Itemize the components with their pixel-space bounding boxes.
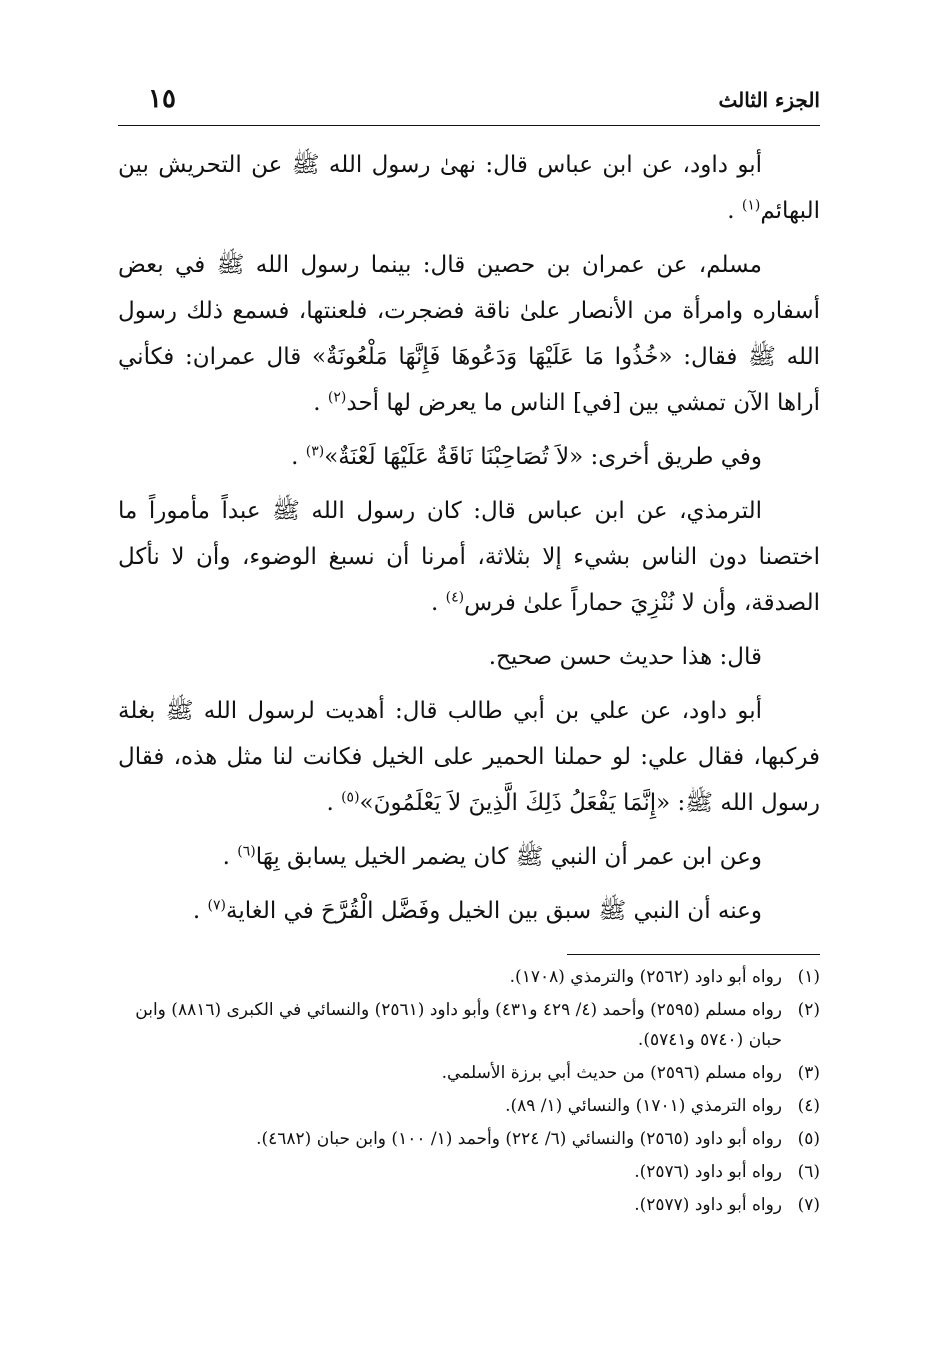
paragraph-text: قال: هذا حديث حسن صحيح. (488, 644, 762, 670)
paragraph-end: . (326, 790, 334, 816)
main-text (118, 142, 820, 934)
footnote (110, 1124, 820, 1154)
paragraph-text: أبو داود، عن علي بن أبي طالب قال: أهديت لرسول الله ﷺ بغلة فركبها، فقال علي: لو حملنا الحمير على الخيل فكانت لنا مثل هذه، فقال رسول الله ﷺ: «إِنَّمَا يَفْعَلُ ذَلِكَ الَّذِينَ لاَ يَعْلَمُونَ» (118, 698, 820, 816)
footnote (110, 1190, 820, 1220)
paragraph (118, 634, 820, 680)
page-number: ١٥ (148, 84, 176, 114)
paragraph (118, 888, 820, 934)
footnote-number: (٧) (797, 1195, 820, 1215)
footnote-text: رواه أبو داود (٢٥٧٦). (634, 1162, 782, 1182)
footnote (110, 962, 820, 992)
footnote-text: رواه أبو داود (٢٥٧٧). (634, 1195, 782, 1215)
paragraph-end: . (192, 898, 201, 924)
footnote-number: (٣) (797, 1063, 820, 1083)
footnote-reference: (٦) (237, 843, 256, 860)
footnote-text: رواه الترمذي (١٧٠١) والنسائي (١/ ٨٩). (505, 1096, 782, 1116)
paragraph (118, 242, 820, 426)
footnote-reference: (٢) (327, 389, 347, 406)
footnote-reference: (٤) (445, 589, 465, 606)
footnote (110, 1157, 820, 1187)
paragraph-end: . (727, 198, 735, 224)
footnote-number: (١) (797, 967, 820, 987)
paragraph-end: . (291, 444, 299, 470)
paragraph-text: مسلم، عن عمران بن حصين قال: بينما رسول الله ﷺ في بعض أسفاره وامرأة من الأنصار علىٰ ناقة فضجرت، فلعنتها، فسمع ذلك رسول الله ﷺ فقال: «خُذُوا مَا عَلَيْهَا وَدَعُوهَا فَإِنَّهَا مَلْعُونَةٌ» قال عمران: فكأني أراها الآن تمشي بين [في] الناس ما يعرض لها أحد (118, 252, 820, 416)
footnotes (110, 962, 820, 1223)
paragraph (118, 434, 820, 480)
footnote-reference: (٣) (305, 443, 325, 460)
paragraph (118, 488, 820, 626)
paragraph-text: وعنه أن النبي ﷺ سبق بين الخيل وفَضَّل الْقُرَّحَ في الغاية (225, 898, 762, 924)
paragraph-end: . (431, 590, 439, 616)
footnote-text: رواه مسلم (٢٥٩٥) وأحمد (٤/ ٤٢٩ و٤٣١) وأبو داود (٢٥٦١) والنسائي في الكبرى (٨٨١٦) وابن حبان (٥٧٤٠ و٥٧٤١). (135, 1000, 782, 1050)
paragraph-text: وعن ابن عمر أن النبي ﷺ كان يضمر الخيل يسابق بِهَا (255, 844, 762, 870)
paragraph-text: أبو داود، عن ابن عباس قال: نهىٰ رسول الله ﷺ عن التحريش بين البهائم (118, 152, 820, 224)
paragraph-text: وفي طريق أخرى: «لاَ تُصَاحِبْنَا نَاقَةٌ عَلَيْهَا لَعْنَةٌ» (324, 444, 762, 470)
footnote (110, 1091, 820, 1121)
paragraph-text: الترمذي، عن ابن عباس قال: كان رسول الله ﷺ عبداً مأموراً ما اختصنا دون الناس بشيء إلا بثلاثة، أمرنا أن نسبغ الوضوء، وأن لا نأكل الصدقة، وأن لا نُنْزِيَ حماراً علىٰ فرس (118, 498, 820, 616)
paragraph (118, 688, 820, 826)
paragraph (118, 834, 820, 880)
footnote-text: رواه أبو داود (٢٥٦٥) والنسائي (٦/ ٢٢٤) وأحمد (١/ ١٠٠) وابن حبان (٤٦٨٢). (256, 1129, 782, 1149)
footnote-reference: (١) (741, 197, 761, 214)
footnote-reference: (٧) (207, 897, 226, 914)
paragraph-end: . (313, 390, 321, 416)
footnote-reference: (٥) (341, 789, 360, 806)
footnote-text: رواه أبو داود (٢٥٦٢) والترمذي (١٧٠٨). (509, 967, 782, 987)
footnote-separator (567, 954, 820, 955)
page-header (118, 80, 820, 124)
footnote (110, 995, 820, 1055)
footnote-number: (٥) (797, 1129, 820, 1149)
paragraph-end: . (222, 844, 230, 870)
footnote-number: (٤) (797, 1096, 820, 1116)
footnote (110, 1058, 820, 1088)
paragraph (118, 142, 820, 234)
footnote-text: رواه مسلم (٢٥٩٦) من حديث أبي برزة الأسلمي. (441, 1063, 782, 1083)
footnote-number: (٢) (797, 1000, 820, 1020)
header-rule (118, 125, 820, 126)
running-title: الجزء الثالث (718, 88, 820, 112)
footnote-number: (٦) (797, 1162, 820, 1182)
